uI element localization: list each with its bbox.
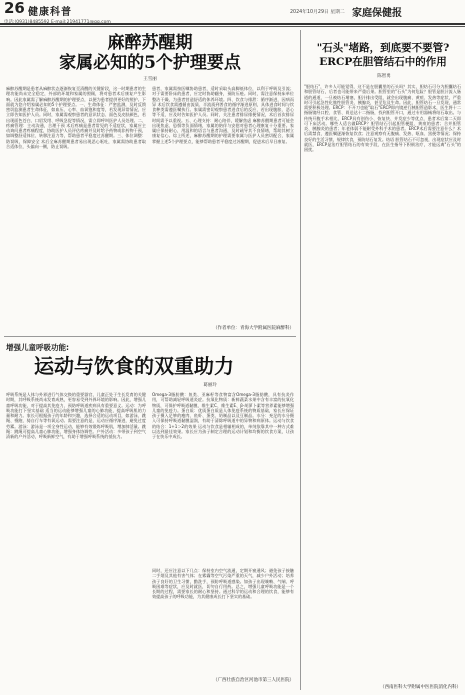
article-divider: [4, 336, 296, 337]
article3-title-line2: ERCP在胆管结石中的作用: [319, 56, 447, 68]
article2-column-2: Omega-3脂肪酸：鱼类、亚麻籽等食物富含Omega-3脂肪酸，具有抗炎作用，可帮助减轻呼吸道炎症。抗氧化物质：新鲜蔬菜水果中含有丰富的抗氧化物质，可保护呼吸道黏膜，维生素C、维生素E、β-胡萝卜素等营养素能够增强儿童的免疫力。蛋白质：优质蛋白质是人体免疫系统的物质基础，家长应保证孩子摄入足够的瘦肉、鱼虾、蛋类、奶制品以及豆制品。水分：充足的水分摄入可保持呼吸道黏膜湿润，有助于清除呼吸道中的异物和病原体。运动与饮食的结合：1+1＞2的效果 运动与饮食是相辅相成的，单纯依靠其中一种方式难以达到最佳效果。家长应为孩子制定合理的运动计划和均衡的饮食方案，让孩子在快乐中成长。: [152, 392, 294, 439]
section-title: 健康科普: [28, 7, 72, 18]
article2-column-1: 呼吸系统是人体与外界进行气体交换的重要器官，儿童正处于生长发育的关键时期，其呼吸系统尚未发育成熟，更容易受到外界环境的影响。因此，增强儿童呼吸功能，对于提高其免疫力、预防呼吸道疾病具有重要意义。运动：为呼吸功能打下坚实基础 适当的运动能够增强儿童的心肺功能，提高呼吸肌的力量和耐力。家长可根据孩子的年龄和兴趣，选择合适的运动项目，如游泳、跳绳、慢跑、骑自行车等有氧运动。需要注意的是，运动应循序渐进，避免过度劳累。游泳：游泳是一项全身性运动，能够有效锻炼呼吸肌，增加肺活量。跳绳：跳绳可提高儿童心肺功能，增强身体协调性。户外活动：多带孩子到空气清新的户外活动，呼吸新鲜空气，有助于增强呼吸系统的抵抗力。: [6, 392, 146, 439]
article1-author: 王雪丽: [143, 77, 157, 82]
article1-title-line1: 麻醉苏醒期: [107, 33, 193, 53]
article1-credit: （作者单位：青海大学附属医院麻醉科）: [213, 326, 294, 331]
issue-date: 2024年10月29日 星期二: [290, 10, 345, 15]
header-rule: [0, 23, 465, 25]
article2-credit: （广西壮族自治区河池市第三人民医院）: [213, 678, 294, 683]
article3-author: 陈智勇: [377, 74, 391, 79]
column-divider: [300, 30, 301, 690]
article1-title-line2: 家属必知的5个护理要点: [59, 53, 241, 73]
article3-column: "胆结石"，许多人可能觉得，这不是在胆囊里的石头吗？其实，胆结石可分为胆囊结石和胆管结石，后者也可能带来严重后果。胆管里的"石头"为何危险？胆管是胆汁流入肠道的通道，一旦被结石堵塞，胆汁排出受阻，就会出现腹痛、黄疸、发热等症状，严重时可引起急性化脓性胆管炎、胰腺炎，甚至危及生命。因此，胆管结石一旦发现，通常需要积极处理。ERCP：不开刀也能"取石"ERCP即内镜逆行胰胆管造影术，医生将十二指肠镜经口腔、食管、胃送达十二指肠，找到胆管开口，通过专用器械将结石取出。与传统开腹手术相比，ERCP具有创伤小、恢复快、并发症少等优点，患者术后第二天即可下床活动。哪些人适合做ERCP？胆管结石引起胆管梗阻、黄疸的患者；合并胆管炎、胰腺炎的患者；年老体弱不能耐受外科手术的患者。ERCP术后需要注意什么？术后需禁食，遵医嘱逐渐恢复饮食；注意观察有无腹痛、发热、呕血、黑便等情况；保持良好的生活习惯，规律饮食，预防结石复发。结语 胆管结石不可忽视，出现症状应及时就医，ERCP是治疗胆管结石的有效手段，在医生指导下积极治疗，才能远离"石头"的困扰。: [304, 84, 461, 152]
header-rule-thin: [0, 26, 465, 27]
article3-credit: （西南医科大学附属中医医院消化内科）: [380, 685, 461, 690]
article1-column-1: 麻醉苏醒期是患者从麻醉状态逐渐恢复至清醒的关键阶段，这一时期患者的生理功能尚未完全稳定，外部的环境和家属的照顾，将对患者术后康复产生影响。因此家属需了解麻醉苏醒期的护理要点，以便为患者提供更好的照护。下面就为您介绍家属必知的5个护理要点。一、生命体征：严密监测，及时反馈 密切监测患者生命体征，如血压、心率、血氧饱和度等，若发现异常情况，应立即告知医护人员。同时，家属需观察患者的意识状态、面色及皮肤颜色，若出现面色苍白、口唇发绀、呼吸急促等情况，需立即呼叫医护人员处理。二、疼痛管理：主动沟通，合理干预 术后疼痛是患者常见的不适症状，家属应主动询问患者疼痛程度，协助医护人员评估疼痛并及时给予药物或非药物干预，如调整舒适体位、转移注意力等，帮助患者平稳度过苏醒期。三、体位调整：防误吸，保障安全 术后全麻苏醒期患者易出现恶心呕吐，家属需协助患者取合适体位，头偏向一侧，防止误吸。: [6, 86, 146, 149]
article2-column-3: 同时，还应注意以下几点：保持室内空气流通，定期开窗通风；避免孩子接触二手烟及其他有害气体；在雾霾等空气污染严重的天气，减少户外活动；培养孩子良好的卫生习惯，勤洗手，预防呼吸道感染。如孩子出现咳嗽、气喘、呼吸困难等症状，应及时就医，切勿自行用药。总之，增强儿童呼吸功能是一个长期的过程，需要家长的耐心和坚持。通过科学的运动和合理的饮食，能够有效提高孩子的呼吸功能，为其健康成长打下坚实的基础。: [152, 568, 294, 600]
article1-column-2: 患者，家属需按医嘱协助患者，适时采取头高脚低体位，以利于呼吸及引流；对于需要卧床的患者，应定时协助翻身，预防压疮。同时，需注意保持床单位整洁干燥，为患者营造舒适的休养环境。四、饮食与排泄：循序渐进，因病而异 术后饮食需遵循由流质、半流质到普食的循序渐进原则，具体进食时间与饮食种类需遵医嘱执行。家属需密切观察患者进食后的反应，若出现腹胀、恶心等不适，应及时告知医护人员。同时，关注患者排尿排便情况，术后首次排尿时间需予以重视。五、心理支持：耐心陪伴，缓解焦虑 麻醉苏醒期患者可能会出现焦虑、恐惧等负面情绪，家属的陪伴与安慰对患者心理康复十分重要。家属应保持耐心，用温和的语言与患者沟通，及时疏导其不良情绪，帮助其树立康复信心。综上所述，麻醉苏醒期的护理需要家属与医护人员密切配合，家属掌握上述5个护理要点，能够帮助患者平稳度过苏醒期，促进术后早日康复。: [152, 86, 294, 144]
article2-author: 葛丽玲: [203, 383, 217, 388]
page-number: 26: [4, 0, 25, 17]
article2-kicker: 增强儿童呼吸功能:: [6, 343, 69, 352]
newspaper-name: 家庭保健报: [352, 8, 402, 19]
article2-title: 运动与饮食的双重助力: [34, 354, 234, 378]
article3-title-line1: "石头"堵路，到底要不要管?: [316, 42, 450, 54]
